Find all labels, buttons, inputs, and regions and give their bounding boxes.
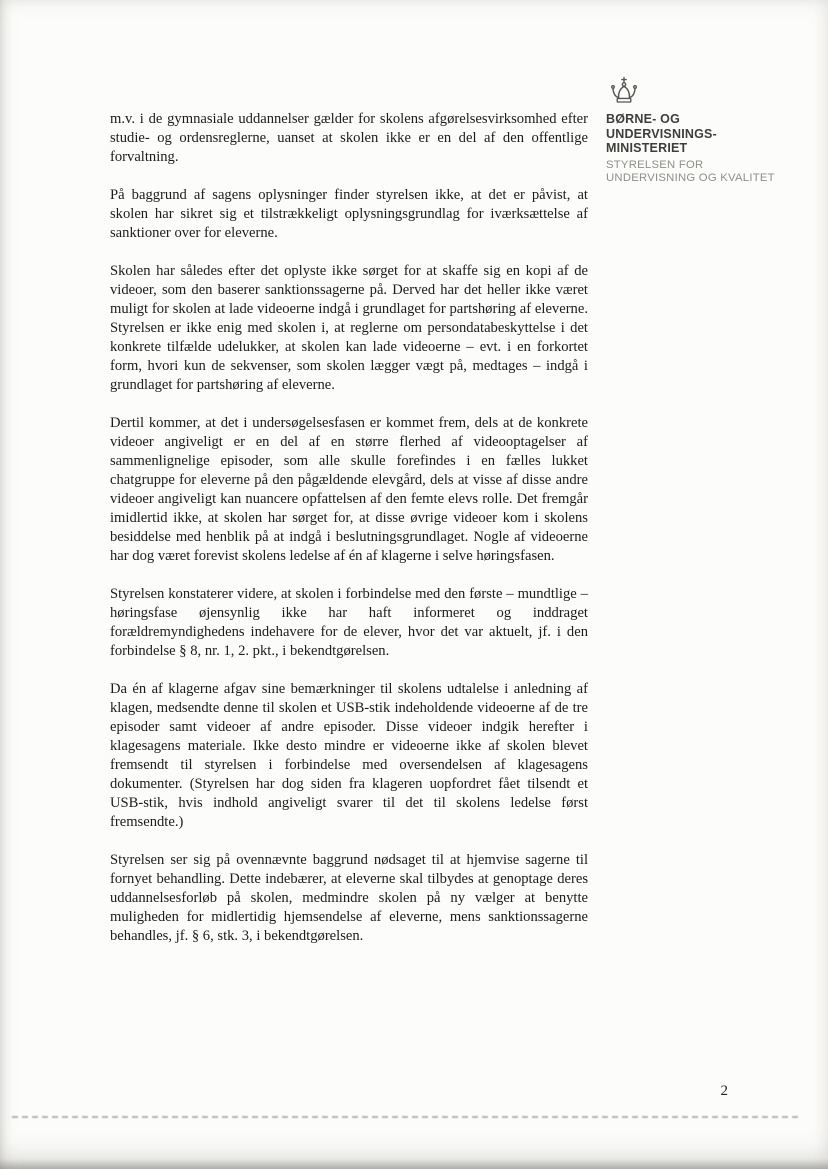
paragraph-1: m.v. i de gymnasiale uddannelser gælder for skolens afgørelsesvirksomhed efter studie- og ordensreglerne, uanset at skolen ikke er en del af den offentlige forvaltning. [110,111,588,165]
scan-bottom-shadow [0,1159,828,1169]
paragraph-7: Styrelsen ser sig på ovennævnte baggrund nødsaget til at hjemvise sagerne til fornyet behandling. Dette indebærer, at eleverne skal tilbydes at genoptage deres uddannelsesforløb på skolen, medmindre skolen på ny vælger at benytte muligheden for midlertidig hjemsendelse af eleverne, mens sanktionssagerne behandles, jf. § 6, stk. 3, i bekendtgørelsen. [110,852,588,944]
paragraph-6: Da én af klagerne afgav sine bemærkninger til skolens udtalelse i anledning af klagen, medsendte denne til skolen et USB-stik indeholdende videoerne af de tre episoder samt videoer af andre episoder. Disse videoer indgik herefter i klagesagens materiale. Ikke desto mindre er videoerne ikke af skolen blevet fremsendt til styrelsen i forbindelse med oversendelsen af klagesagens dokumenter. (Styrelsen har dog siden fra klageren uopfordret fået tilsendt et USB-stik, hvis indhold angiveligt svarer til det til skolens ledelse først fremsendte.) [110,681,588,830]
paragraph-5: Styrelsen konstaterer videre, at skolen i forbindelse med den første – mundtlige – høringsfase øjensynlig ikke har haft informeret og inddraget forældremyndighedens indehavere for de elever, hvor det var aktuelt, jf. i den forbindelse § 8, nr. 1, 2. pkt., i bekendtgørelsen. [110,586,588,659]
agency-name [606,159,796,185]
page-number: 2 [720,1083,728,1099]
agency-line: UNDERVISNING OG KVALITET [606,171,775,184]
ministry-line: BØRNE- OG [606,112,681,126]
letterhead [606,76,796,185]
ministry-line: MINISTERIET [606,141,688,155]
paragraph-2: På baggrund af sagens oplysninger finder styrelsen ikke, at det er påvist, at skolen har sikret sig et tilstrækkeligt oplysningsgrundlag for iværksættelse af sanktioner over for eleverne. [110,187,588,241]
ministry-name [606,112,796,156]
paragraph-3: Skolen har således efter det oplyste ikke sørget for at skaffe sig en kopi af de videoer, som den baserer sanktionssagerne på. Derved har det heller ikke været muligt for skolen at lade videoerne indgå i grundlaget for partshøring af eleverne. Styrelsen er ikke enig med skolen i, at reglerne om persondatabeskyttelse i det konkrete tilfælde udelukker, at skolen kan lade videoerne – evt. i en forkortet form, hvori kun de sekvenser, som skolen lægger vægt på, medtages – indgå i grundlaget for partshøring af eleverne. [110,263,588,393]
scan-edge-artifact [12,1116,798,1118]
paragraph-4: Dertil kommer, at det i undersøgelsesfasen er kommet frem, dels at de konkrete videoer angiveligt er en del af en større flerhed af videooptagelser af sammenlignelige episoder, som alle skulle forefindes i en fælles lukket chatgruppe for eleverne på den pågældende elevgård, dels at visse af disse andre videoer angiveligt kan nuancere opfattelsen af den femte elevs rolle. Det fremgår imidlertid ikke, at skolen har sørget for, at disse øvrige videoer kom i skolens besiddelse med henblik på at indgå i beslutningsgrundlaget. Nogle af videoerne har dog været forevist skolens ledelse af én af klagerne i selve høringsfasen. [110,415,588,564]
ministry-line: UNDERVISNINGS- [606,126,717,141]
agency-line: STYRELSEN FOR [606,158,704,171]
crown-icon [608,76,640,104]
letter-body [110,110,588,946]
